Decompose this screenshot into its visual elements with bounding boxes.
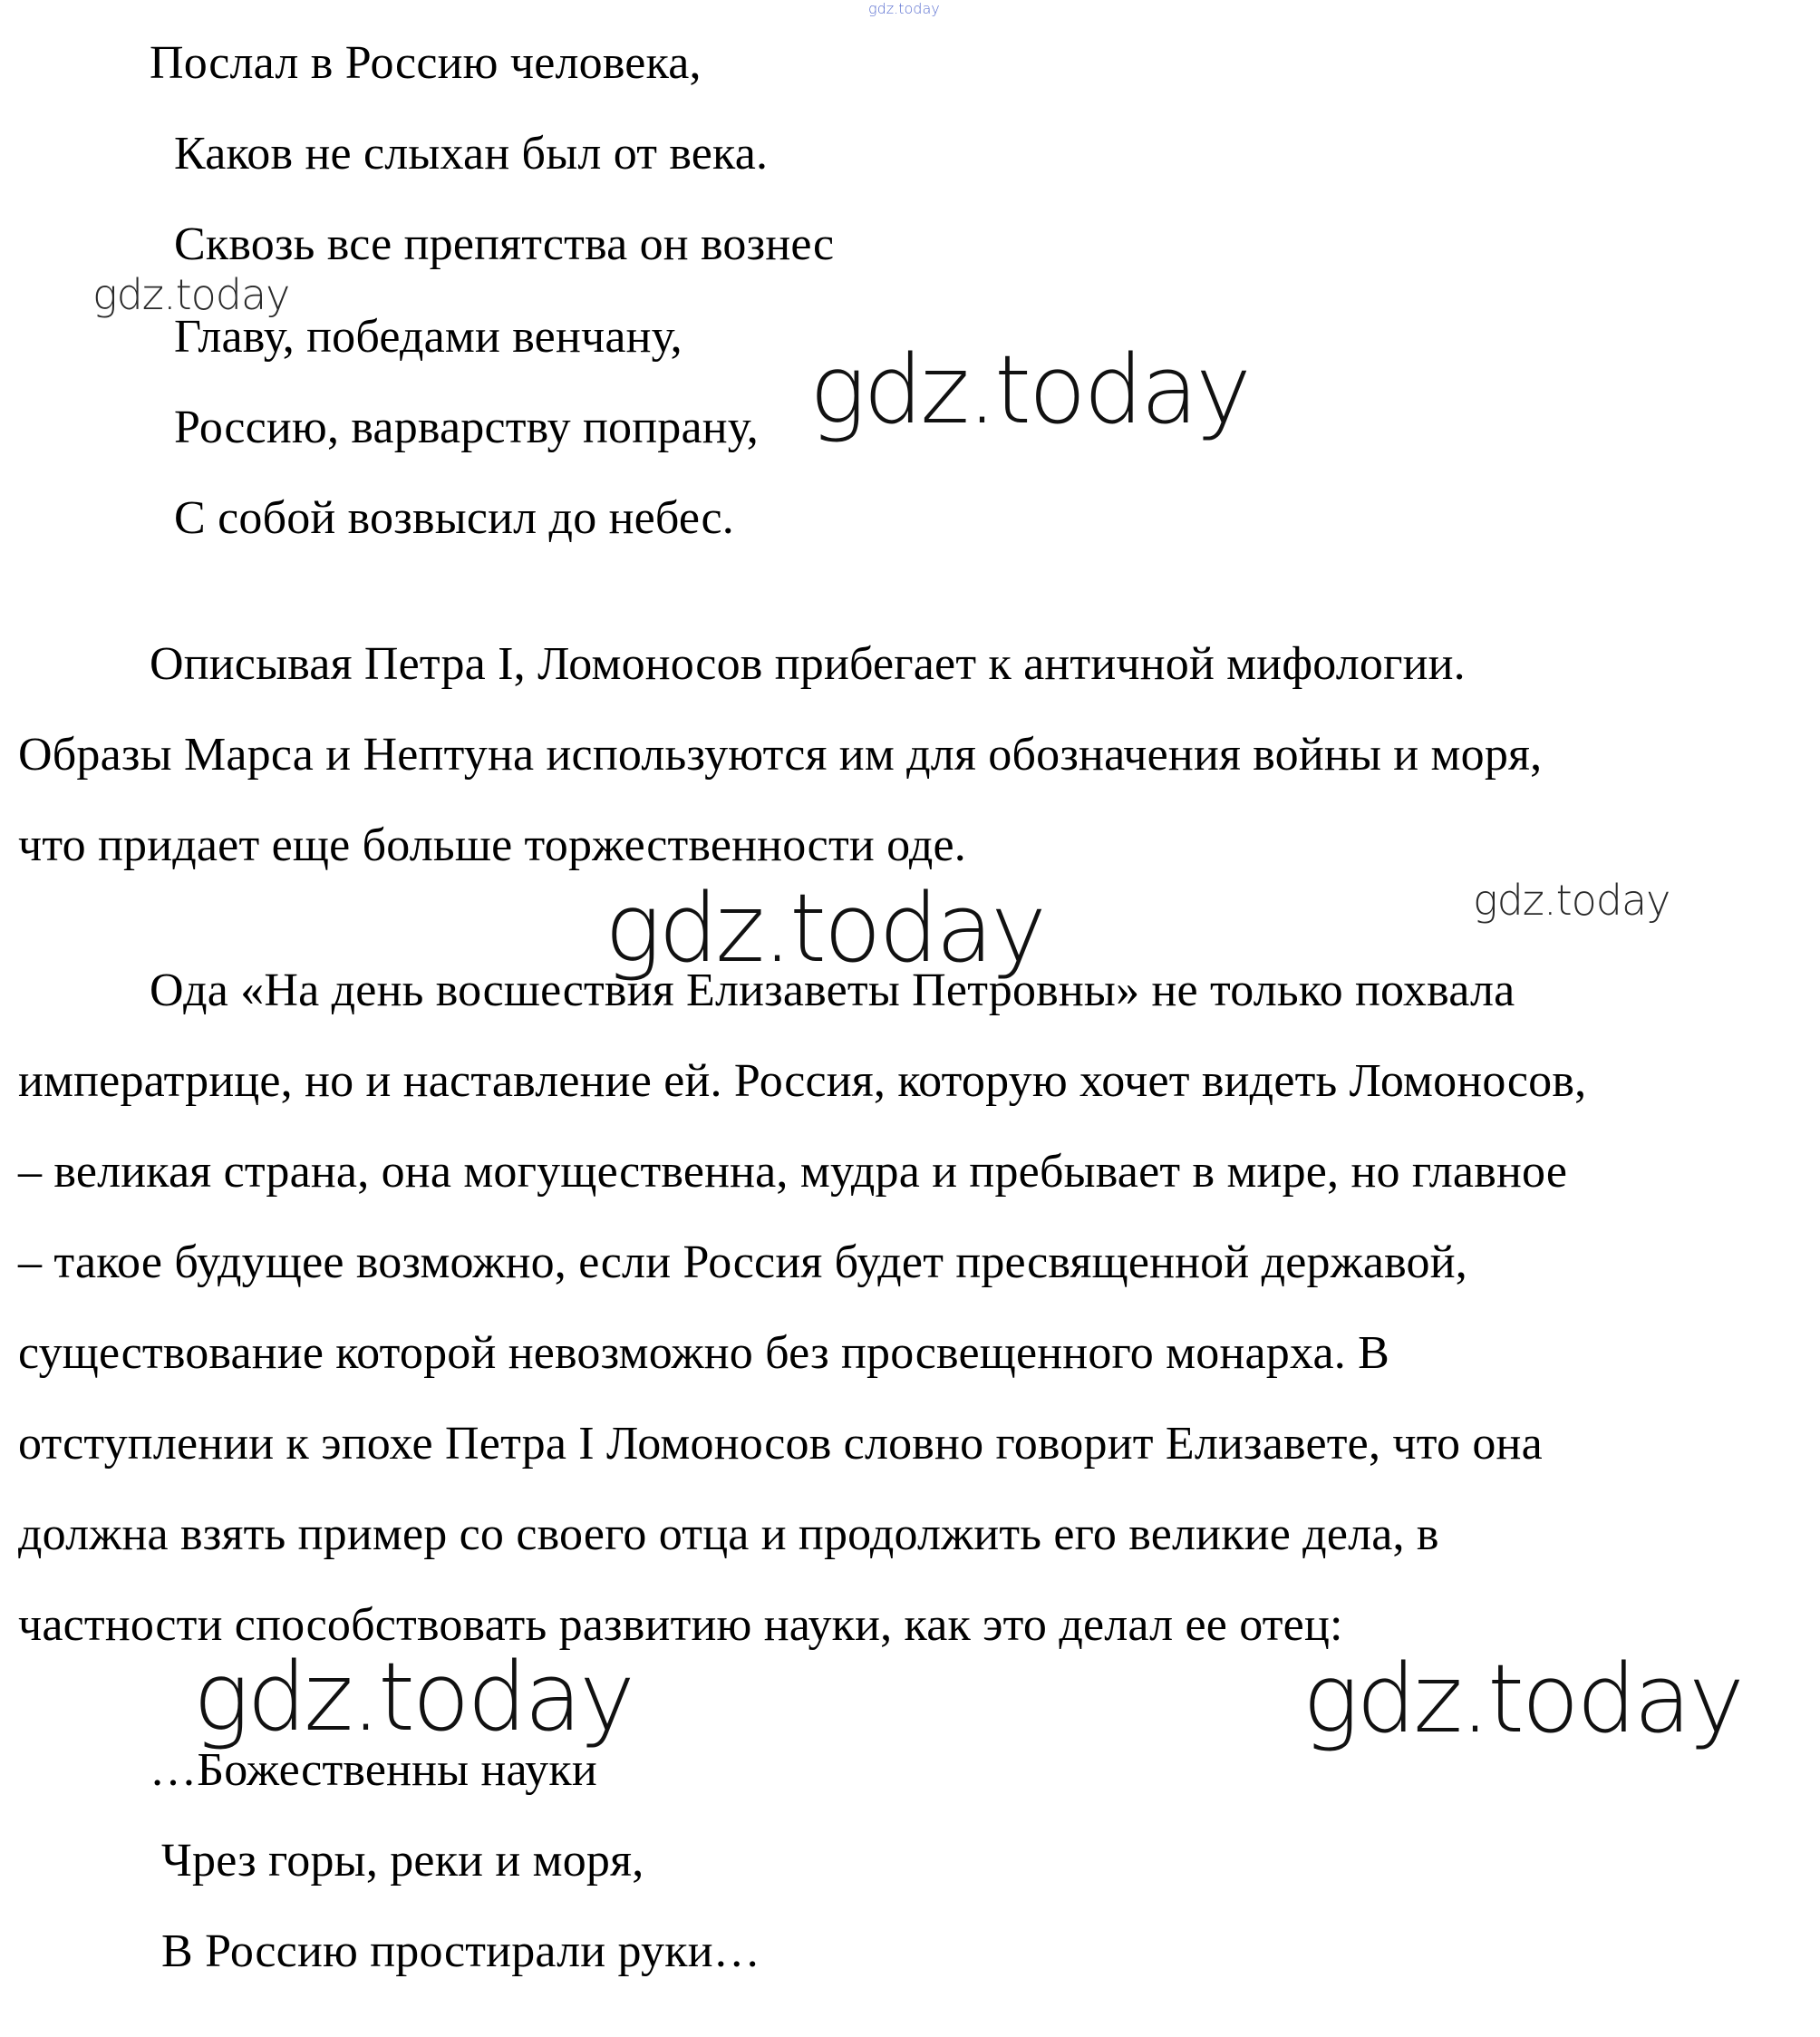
watermark-top: gdz.today — [868, 0, 940, 17]
paragraph-line: что придает еще больше торжественности оде. — [18, 820, 966, 871]
paragraph-line: отступлении к эпохе Петра I Ломоносов словно говорит Елизавете, что она — [18, 1418, 1543, 1470]
poem-line: В Россию простирали руки… — [161, 1925, 760, 1977]
watermark-lower-left: gdz.today — [193, 1642, 633, 1752]
paragraph-line: – великая страна, она могущественна, мудра и пребывает в мире, но главное — [18, 1146, 1568, 1198]
paragraph-line: Описывая Петра I, Ломоносов прибегает к античной мифологии. — [150, 638, 1466, 690]
paragraph-line: Образы Марса и Нептуна используются им для обозначения войны и моря, — [18, 729, 1543, 781]
poem-line: С собой возвысил до небес. — [174, 492, 734, 544]
poem-line: Каков не слыхан был от века. — [174, 128, 769, 179]
paragraph-line: императрице, но и наставление ей. Россия, которую хочет видеть Ломоносов, — [18, 1055, 1587, 1107]
watermark-upper-center: gdz.today — [809, 335, 1249, 445]
paragraph-line: существование которой невозможно без просвещенного монарха. В — [18, 1327, 1390, 1379]
paragraph-line: Ода «На день восшествия Елизаветы Петровны» не только похвала — [150, 965, 1515, 1016]
watermark-upper-left: gdz.today — [92, 270, 290, 319]
poem-line: Сквозь все препятства он вознес — [174, 218, 835, 270]
watermark-lower-right: gdz.today — [1302, 1644, 1742, 1754]
paragraph-line: частности способствовать развитию науки, как это делал ее отец: — [18, 1599, 1343, 1651]
poem-line: Послал в Россию человека, — [150, 37, 702, 89]
paragraph-line: должна взять пример со своего отца и продолжить его великие дела, в — [18, 1508, 1439, 1560]
paragraph-line: – такое будущее возможно, если Россия будет пресвященной державой, — [18, 1237, 1467, 1288]
poem-line: Россию, варварству попрану, — [174, 402, 759, 453]
poem-line: Главу, победами венчану, — [174, 311, 682, 363]
poem-line: Чрез горы, реки и моря, — [161, 1835, 644, 1887]
watermark-middle: gdz.today — [605, 873, 1044, 984]
poem-line: …Божественны науки — [150, 1744, 597, 1796]
watermark-middle-right: gdz.today — [1473, 876, 1670, 925]
